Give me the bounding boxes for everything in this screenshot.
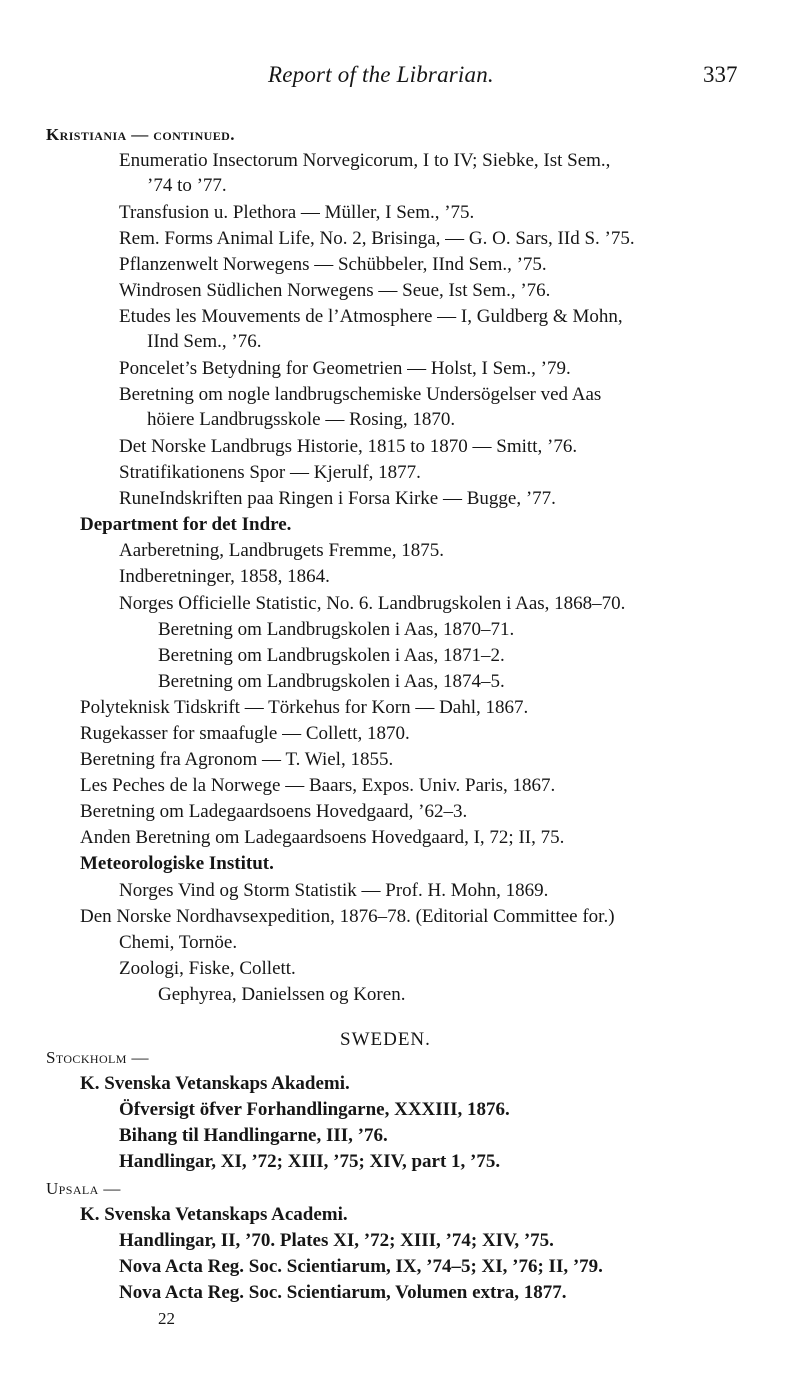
- page-header: [0, 62, 799, 94]
- text-line: Les Peches de la Norwege — Baars, Expos. Univ. Paris, 1867.: [80, 775, 556, 796]
- text-line: Den Norske Nordhavsexpedition, 1876–78. (Editorial Committee for.): [80, 906, 615, 927]
- running-title: Report of the Librarian.: [268, 62, 494, 87]
- text-line: IInd Sem., ’76.: [147, 331, 262, 352]
- text-line: ’74 to ’77.: [147, 175, 227, 196]
- text-line: RuneIndskriften paa Ringen i Forsa Kirke — Bugge, ’77.: [119, 488, 556, 509]
- text-line: Stockholm —: [46, 1048, 149, 1067]
- text-line: 22: [158, 1309, 175, 1328]
- text-line: Rugekasser for smaafugle — Collett, 1870.: [80, 723, 410, 744]
- text-line: Anden Beretning om Ladegaardsoens Hovedgaard, I, 72; II, 75.: [80, 827, 565, 848]
- text-line: Kristiania — continued.: [46, 125, 235, 144]
- text-line: Etudes les Mouvements de l’Atmosphere — I, Guldberg & Mohn,: [119, 306, 623, 327]
- text-line: Indberetninger, 1858, 1864.: [119, 566, 330, 587]
- text-line: Beretning om Ladegaardsoens Hovedgaard, ’62–3.: [80, 801, 468, 822]
- text-line: Enumeratio Insectorum Norvegicorum, I to IV; Siebke, Ist Sem.,: [119, 150, 611, 171]
- text-line: Poncelet’s Betydning for Geometrien — Holst, I Sem., ’79.: [119, 358, 571, 379]
- text-line: Handlingar, II, ’70. Plates XI, ’72; XIII, ’74; XIV, ’75.: [119, 1230, 554, 1251]
- text-line: Rem. Forms Animal Life, No. 2, Brisinga, — G. O. Sars, IId S. ’75.: [119, 228, 635, 249]
- text-line: Chemi, Tornöe.: [119, 932, 238, 953]
- text-line: Beretning fra Agronom — T. Wiel, 1855.: [80, 749, 394, 770]
- text-line: Nova Acta Reg. Soc. Scientiarum, Volumen extra, 1877.: [119, 1282, 567, 1303]
- text-line: Bihang til Handlingarne, III, ’76.: [119, 1125, 388, 1146]
- text-line: Beretning om Landbrugskolen i Aas, 1874–5.: [158, 671, 505, 692]
- text-line: Beretning om Landbrugskolen i Aas, 1870–71.: [158, 619, 515, 640]
- page-number: 337: [703, 62, 738, 87]
- text-line: Pflanzenwelt Norwegens — Schübbeler, IInd Sem., ’75.: [119, 254, 547, 275]
- text-line: Nova Acta Reg. Soc. Scientiarum, IX, ’74–5; XI, ’76; II, ’79.: [119, 1256, 603, 1277]
- text-line: Transfusion u. Plethora — Müller, I Sem., ’75.: [119, 202, 475, 223]
- text-line: SWEDEN.: [340, 1029, 431, 1050]
- text-line: Norges Officielle Statistic, No. 6. Landbrugskolen i Aas, 1868–70.: [119, 593, 626, 614]
- text-line: Windrosen Südlichen Norwegens — Seue, Ist Sem., ’76.: [119, 280, 551, 301]
- text-line: Aarberetning, Landbrugets Fremme, 1875.: [119, 540, 445, 561]
- text-line: Department for det Indre.: [80, 514, 292, 535]
- text-line: Polyteknisk Tidskrift — Törkehus for Korn — Dahl, 1867.: [80, 697, 529, 718]
- text-line: Stratifikationens Spor — Kjerulf, 1877.: [119, 462, 421, 483]
- text-line: Upsala —: [46, 1179, 121, 1198]
- text-line: K. Svenska Vetanskaps Academi.: [80, 1204, 348, 1225]
- text-line: Meteorologiske Institut.: [80, 853, 274, 874]
- text-line: Beretning om nogle landbrugschemiske Undersögelser ved Aas: [119, 384, 602, 405]
- text-line: Gephyrea, Danielssen og Koren.: [158, 984, 406, 1005]
- text-line: Det Norske Landbrugs Historie, 1815 to 1870 — Smitt, ’76.: [119, 436, 578, 457]
- text-line: Beretning om Landbrugskolen i Aas, 1871–2.: [158, 645, 505, 666]
- text-line: höiere Landbrugsskole — Rosing, 1870.: [147, 409, 456, 430]
- text-line: Norges Vind og Storm Statistik — Prof. H. Mohn, 1869.: [119, 880, 549, 901]
- text-line: K. Svenska Vetanskaps Akademi.: [80, 1073, 350, 1094]
- text-line: Öfversigt öfver Forhandlingarne, XXXIII, 1876.: [119, 1099, 510, 1120]
- text-line: Handlingar, XI, ’72; XIII, ’75; XIV, part 1, ’75.: [119, 1151, 501, 1172]
- text-line: Zoologi, Fiske, Collett.: [119, 958, 296, 979]
